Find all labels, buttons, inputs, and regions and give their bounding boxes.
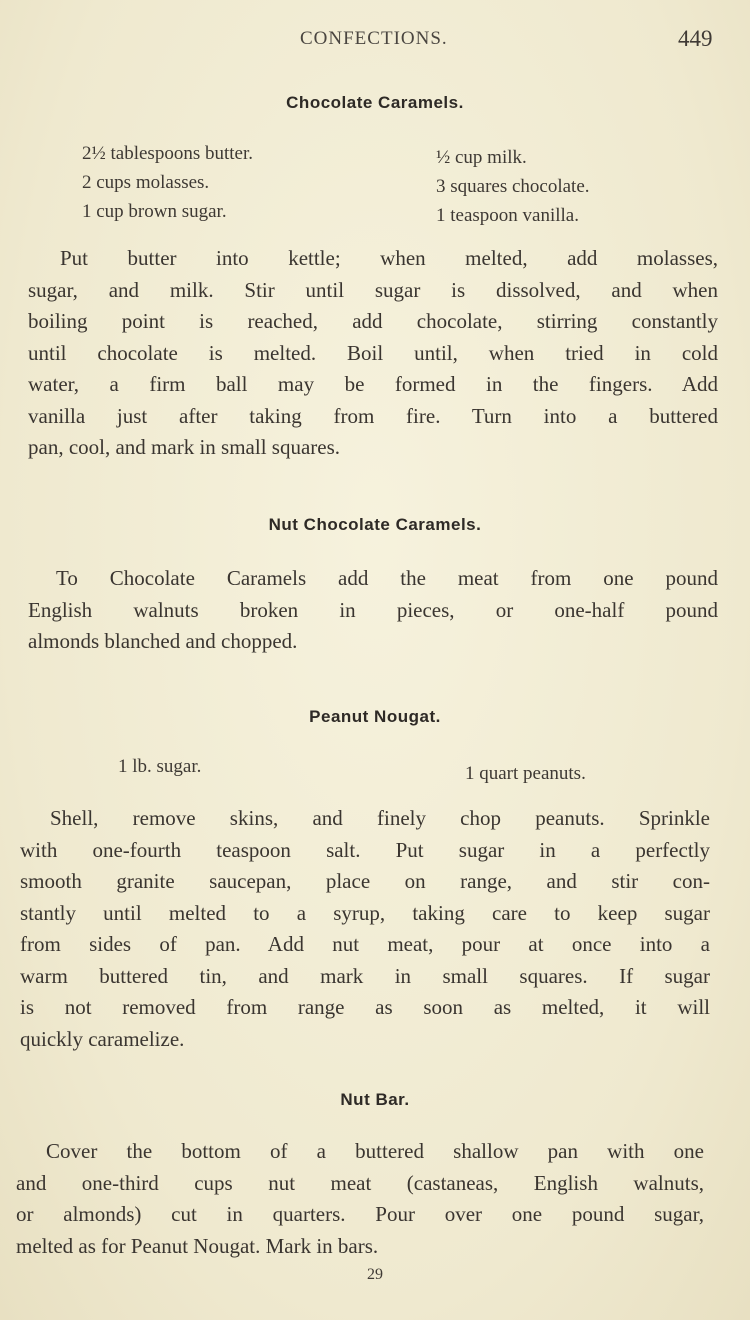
ingredient: 2 cups molasses. — [82, 172, 210, 193]
text-line: until chocolate is melted. Boil until, when tried in cold — [28, 340, 718, 365]
ingredient: 2½ tablespoons butter. — [82, 143, 253, 164]
ingredient: 1 teaspoon vanilla. — [436, 205, 579, 226]
text-line: stantly until melted to a syrup, taking care to keep sugar — [20, 900, 710, 925]
text-line: quickly caramelize. — [20, 1026, 185, 1051]
text-line: and one-third cups nut meat (castaneas, English walnuts, — [16, 1170, 704, 1195]
text-line: warm buttered tin, and mark in small squares. If sugar — [20, 963, 710, 988]
recipe-instructions — [28, 243, 718, 464]
text-line: To Chocolate Caramels add the meat from one pound — [56, 566, 718, 590]
recipe-title: Nut Chocolate Caramels. — [268, 515, 482, 534]
text-line: pan, cool, and mark in small squares. — [28, 435, 341, 459]
text-line: boiling point is reached, add chocolate, stirring constantly — [28, 309, 718, 333]
text-line: melted as for Peanut Nougat. Mark in bars. — [16, 1233, 379, 1258]
text-line: is not removed from range as soon as melted, it will — [20, 995, 710, 1019]
text-line: Shell, remove skins, and finely chop peanuts. Sprinkle — [50, 806, 710, 830]
text-line: English walnuts broken in pieces, or one-half pound — [28, 597, 718, 622]
ingredient: 1 cup brown sugar. — [82, 201, 227, 222]
ingredient-list-left — [82, 139, 253, 226]
text-line: water, a firm ball may be formed in the fingers. Add — [28, 372, 718, 396]
ingredient: 1 lb. sugar. — [118, 756, 202, 777]
page-number: 449 — [678, 26, 713, 51]
recipe-instructions — [28, 563, 718, 658]
recipe-title: Nut Bar. — [340, 1090, 410, 1109]
signature-mark: 29 — [367, 1266, 383, 1283]
recipe-instructions — [20, 803, 710, 1055]
running-title: CONFECTIONS. — [300, 28, 448, 49]
text-line: from sides of pan. Add nut meat, pour at once into a — [20, 932, 710, 956]
text-line: Cover the bottom of a buttered shallow pan with one — [46, 1139, 704, 1163]
recipe-title: Peanut Nougat. — [309, 707, 441, 726]
text-line: almonds blanched and chopped. — [28, 629, 298, 653]
ingredient-list-right — [436, 143, 590, 230]
text-line: Put butter into kettle; when melted, add molasses, — [60, 246, 718, 270]
ingredient-list-right — [465, 759, 586, 788]
text-line: or almonds) cut in quarters. Pour over one pound sugar, — [16, 1202, 704, 1226]
ingredient: 3 squares chocolate. — [436, 176, 590, 197]
ingredient: ½ cup milk. — [436, 147, 527, 168]
ingredient-list-left — [118, 752, 201, 781]
recipe-instructions — [16, 1136, 704, 1262]
text-line: vanilla just after taking from fire. Turn into a buttered — [28, 403, 718, 428]
text-line: sugar, and milk. Stir until sugar is dissolved, and when — [28, 277, 718, 302]
text-line: with one-fourth teaspoon salt. Put sugar in a perfectly — [20, 837, 710, 862]
recipe-title: Chocolate Caramels. — [286, 93, 464, 112]
running-head — [0, 28, 750, 58]
text-line: smooth granite saucepan, place on range, and stir con- — [20, 869, 710, 893]
ingredient: 1 quart peanuts. — [465, 763, 586, 784]
